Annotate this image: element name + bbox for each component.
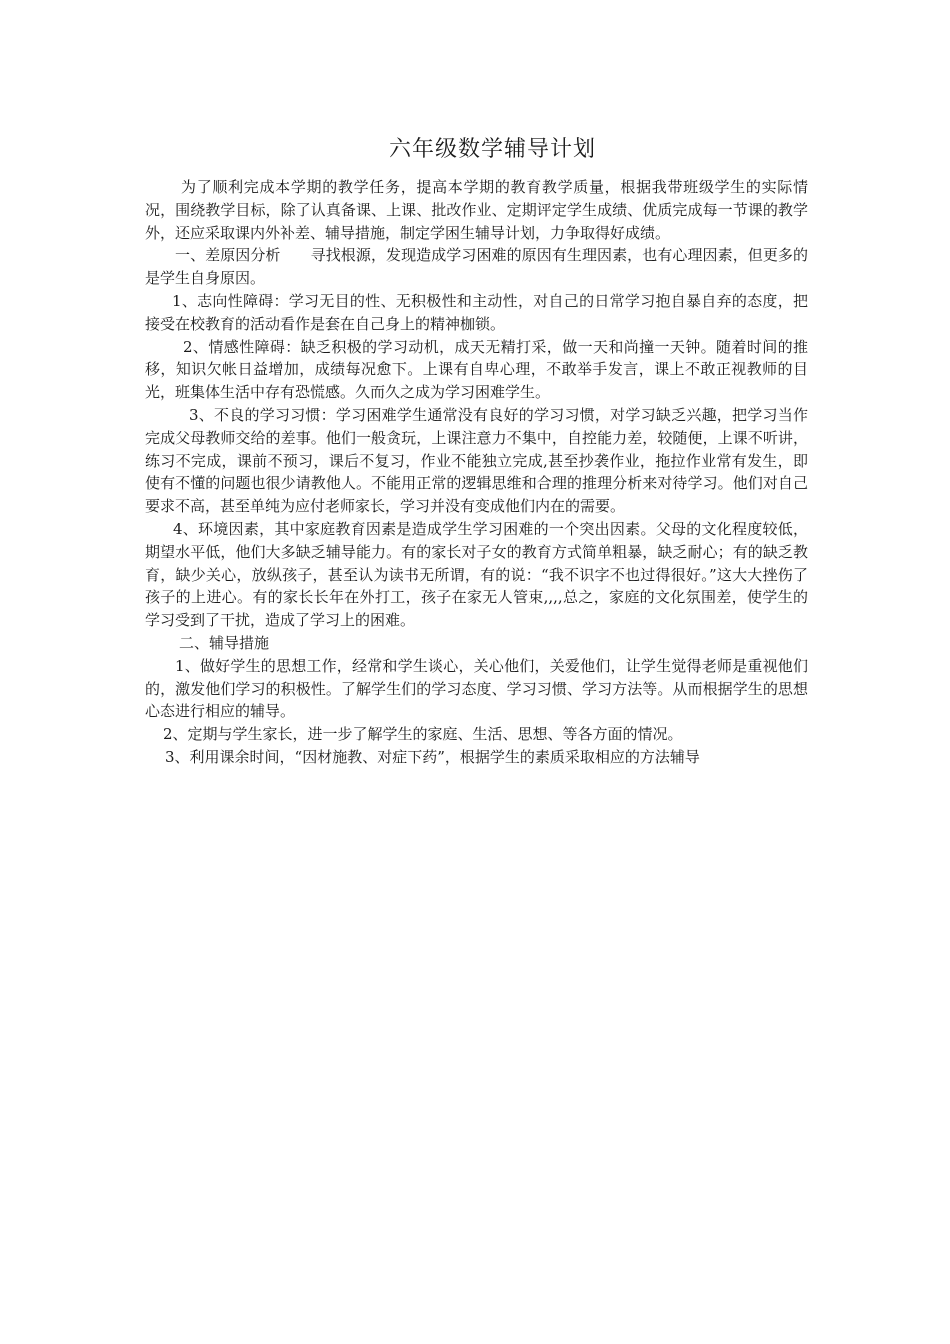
paragraph-intro: 为了顺利完成本学期的教学任务，提高本学期的教育教学质量，根据我带班级学生的实际情况，围绕教学目标，除了认真备课、上课、批改作业、定期评定学生成绩、优质完成每一节课的教学外，还应采取课内外补差、辅导措施，制定学困生辅导计划，力争取得好成绩。 [145, 178, 808, 242]
paragraph-measure-1: 1、做好学生的思想工作，经常和学生谈心，关心他们，关爱他们，让学生觉得老师是重视他们的，激发他们学习的积极性。了解学生们的学习态度、学习习惯、学习方法等。从而根据学生的思想心态进行相应的辅导。 [145, 656, 808, 721]
paragraph-cause-4: 4、环境因素，其中家庭教育因素是造成学生学习困难的一个突出因素。父母的文化程度较低，期望水平低，他们大多缺乏辅导能力。有的家长对子女的教育方式简单粗暴，缺乏耐心；有的缺乏教育，缺少关心，放纵孩子，甚至认为读书无所谓，有的说：“我不识字不也过得很好。”这大大挫伤了孩子的上进心。有的家长长年在外打工，孩子在家无人管束,,,,总之，家庭的文化氛围差，使学生的学习受到了干扰，造成了学习上的困难。 [145, 519, 808, 630]
paragraph-cause-3: 3、不良的学习习惯：学习困难学生通常没有良好的学习习惯，对学习缺乏兴趣，把学习当作完成父母教师交给的差事。他们一般贪玩，上课注意力不集中，自控能力差，较随便，上课不听讲，练习不完成，课前不预习，课后不复习，作业不能独立完成,甚至抄袭作业，拖拉作业常有发生，即使有不懂的问题也很少请教他人。不能用正常的逻辑思维和合理的推理分析来对待学习。他们对自己要求不高，甚至单纯为应付老师家长，学习并没有变成他们内在的需要。 [145, 405, 808, 516]
document-title: 六年级数学辅导计划 [388, 137, 596, 162]
paragraph-section-2-heading: 二、辅导措施 [179, 633, 270, 652]
paragraph-section-1-heading: 一、差原因分析 寻找根源，发现造成学习困难的原因有生理因素，也有心理因素，但更多的是学生自身原因。 [145, 246, 808, 288]
paragraph-measure-3: 3、利用课余时间，“因材施教、对症下药”，根据学生的素质采取相应的方法辅导 [165, 747, 700, 766]
paragraph-cause-2: 2、情感性障碍：缺乏积极的学习动机，成天无精打采，做一天和尚撞一天钟。随着时间的推移，知识欠帐日益增加，成绩每况愈下。上课有自卑心理，不敢举手发言，课上不敢正视教师的目光，班集体生活中存有恐慌感。久而久之成为学习困难学生。 [145, 337, 808, 402]
paragraph-cause-1: 1、志向性障碍：学习无目的性、无积极性和主动性，对自己的日常学习抱自暴自弃的态度，把接受在校教育的活动看作是套在自己身上的精神枷锁。 [145, 291, 808, 333]
document-body [145, 176, 808, 769]
paragraph-measure-2: 2、定期与学生家长，进一步了解学生的家庭、生活、思想、等各方面的情况。 [163, 725, 683, 744]
